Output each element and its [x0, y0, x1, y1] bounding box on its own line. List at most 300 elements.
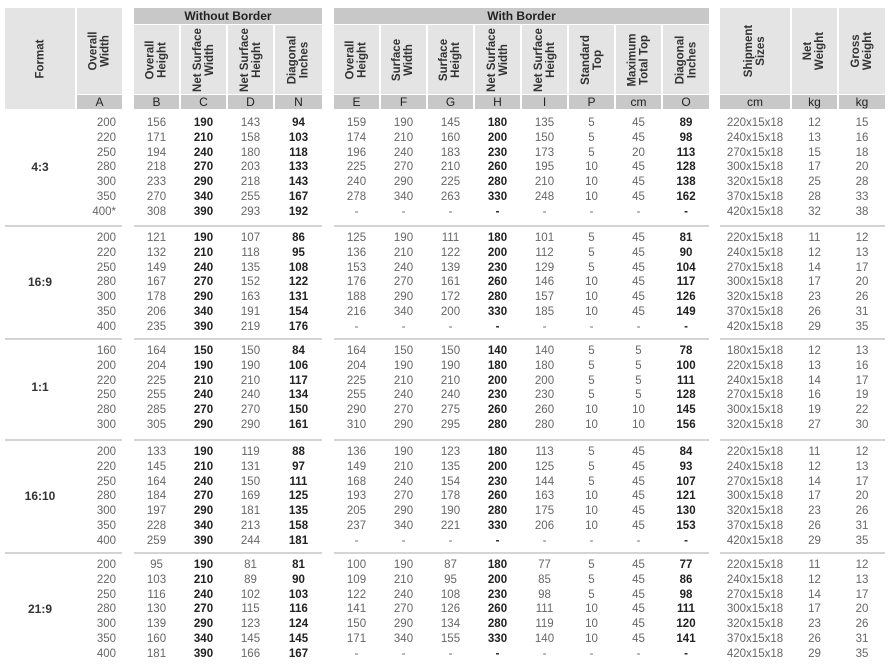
table-cell: 10 — [585, 633, 598, 645]
table-cell: 10 — [585, 404, 598, 417]
table-cell: 5 — [588, 232, 595, 244]
table-cell: 174 — [346, 131, 367, 144]
table-cell: 230 — [534, 389, 555, 402]
group-without-border: Without Border — [134, 8, 322, 24]
table-cell: 270 — [193, 276, 214, 289]
table-cell: 150 — [393, 345, 414, 357]
header-ship-col-1-label: Net Weight — [802, 31, 827, 71]
table-cell: 184 — [146, 490, 167, 503]
table-cell: 117 — [289, 374, 308, 387]
table-cell: 280 — [487, 176, 508, 189]
table-cell: 200 — [96, 232, 116, 244]
table-cell: 180 — [240, 146, 261, 159]
table-cell: 210 — [193, 131, 214, 144]
table-cell: 149 — [676, 306, 696, 318]
table-cell: 16 — [855, 131, 869, 144]
table-cell: 190 — [193, 446, 214, 458]
header-wo-col-2-label: Net Surface Height — [238, 27, 263, 92]
table-cell: 45 — [632, 191, 645, 203]
table-cell: 220 — [96, 460, 116, 473]
group-divider — [334, 439, 709, 441]
table-cell: - — [636, 320, 641, 333]
table-cell: 390 — [193, 534, 214, 547]
table-cell: 240 — [193, 389, 214, 402]
table-cell: 210 — [393, 246, 414, 259]
table-cell: 161 — [440, 276, 461, 289]
table-cell: 178 — [440, 490, 461, 503]
table-cell: 45 — [632, 505, 645, 518]
table-cell: 390 — [193, 320, 214, 333]
table-cell: 420x15x18 — [726, 205, 784, 218]
table-cell: 210 — [240, 374, 261, 387]
table-cell: 210 — [440, 161, 461, 174]
table-cell: 12 — [855, 232, 869, 244]
table-cell: 101 — [534, 232, 555, 244]
table-cell: 400* — [92, 205, 116, 218]
group-divider — [134, 338, 322, 340]
table-cell: 5 — [588, 475, 595, 488]
table-cell: 12 — [808, 345, 821, 357]
table-cell: 29 — [808, 647, 821, 660]
table-cell: 133 — [288, 161, 309, 174]
table-cell: 233 — [146, 176, 167, 189]
table-cell: 280 — [534, 419, 555, 431]
table-cell: - — [636, 647, 641, 660]
table-cell: 270 — [193, 404, 214, 417]
table-cell: - — [401, 647, 406, 660]
table-cell: 10 — [585, 505, 598, 518]
table-cell: 320x15x18 — [726, 618, 784, 631]
table-cell: 150 — [193, 345, 214, 357]
table-cell: 13 — [855, 345, 869, 357]
table-cell: 10 — [585, 490, 598, 503]
table-cell: 29 — [808, 320, 821, 333]
table-cell: 280 — [96, 276, 116, 289]
table-cell: 112 — [535, 246, 554, 259]
table-cell: - — [495, 320, 500, 333]
column-code: O — [663, 95, 709, 109]
column-code: P — [569, 95, 614, 109]
table-cell: 210 — [393, 374, 414, 387]
table-cell: 45 — [632, 490, 645, 503]
table-cell: 111 — [535, 603, 554, 616]
table-cell: - — [589, 205, 594, 218]
table-cell: 188 — [346, 291, 367, 304]
table-cell: 10 — [585, 603, 598, 616]
table-cell: 146 — [534, 276, 555, 289]
table-cell: 225 — [146, 374, 167, 387]
header-wb-col-3 — [475, 25, 520, 94]
table-cell: 244 — [240, 534, 261, 547]
table-cell: 100 — [346, 559, 367, 571]
group-divider — [134, 552, 322, 554]
table-cell: 178 — [146, 291, 167, 304]
table-cell: 160 — [96, 345, 116, 357]
table-cell: 230 — [487, 146, 508, 159]
table-cell: 17 — [855, 261, 869, 274]
table-cell: - — [354, 205, 359, 218]
table-cell: 81 — [292, 559, 305, 571]
table-cell: 150 — [346, 618, 367, 631]
table-cell: 260 — [487, 276, 508, 289]
table-cell: 204 — [346, 359, 367, 372]
table-cell: 190 — [193, 559, 214, 571]
table-cell: 240 — [393, 588, 414, 601]
table-cell: 270 — [193, 603, 214, 616]
table-cell: 5 — [588, 573, 595, 586]
table-cell: 23 — [808, 618, 821, 631]
table-cell: 94 — [292, 117, 305, 129]
table-cell: 134 — [440, 618, 461, 631]
table-cell: - — [448, 647, 453, 660]
group-divider — [334, 225, 709, 227]
table-cell: - — [495, 647, 500, 660]
table-cell: 107 — [240, 232, 261, 244]
table-cell: 98 — [538, 588, 551, 601]
table-cell: 263 — [440, 191, 461, 203]
table-cell: 116 — [147, 588, 166, 601]
table-cell: 119 — [241, 446, 260, 458]
table-cell: 169 — [240, 490, 261, 503]
table-cell: 290 — [193, 419, 214, 431]
table-cell: - — [589, 647, 594, 660]
table-cell: 290 — [193, 291, 214, 304]
table-cell: 107 — [676, 475, 696, 488]
group-divider — [720, 338, 885, 340]
table-cell: 14 — [808, 374, 821, 387]
table-cell: - — [542, 205, 547, 218]
table-cell: 293 — [240, 205, 261, 218]
table-cell: 340 — [193, 633, 214, 645]
table-cell: 200 — [487, 246, 508, 259]
header-format-label: Format — [33, 39, 46, 78]
header-ship-col-0-label: Shipment Sizes — [742, 24, 767, 78]
table-cell: 164 — [346, 345, 367, 357]
table-cell: 109 — [346, 573, 367, 586]
table-cell: 158 — [240, 131, 261, 144]
header-wb-col-6-label: Maximum Total Top — [626, 32, 651, 87]
table-cell: 240x15x18 — [726, 246, 784, 259]
table-cell: 190 — [393, 359, 414, 372]
table-cell: 390 — [193, 647, 214, 660]
table-cell: 420x15x18 — [726, 320, 784, 333]
table-cell: 20 — [855, 490, 869, 503]
table-cell: 121 — [146, 232, 167, 244]
table-cell: 210 — [193, 374, 214, 387]
table-cell: 111 — [441, 232, 460, 244]
table-cell: 240 — [393, 389, 414, 402]
table-cell: 131 — [288, 291, 309, 304]
table-cell: 260 — [487, 603, 508, 616]
header-wb-col-3-label: Net Surface Width — [485, 27, 510, 92]
table-cell: 28 — [808, 191, 821, 203]
table-cell: 154 — [288, 306, 309, 318]
table-cell: 150 — [240, 475, 261, 488]
table-cell: 133 — [146, 446, 167, 458]
table-cell: 155 — [440, 633, 461, 645]
table-cell: 45 — [632, 520, 645, 532]
table-cell: 295 — [440, 419, 461, 431]
table-cell: 200 — [487, 573, 508, 586]
table-cell: 156 — [146, 117, 167, 129]
header-wo-col-3-label: Diagonal Inches — [286, 35, 311, 84]
table-cell: 38 — [855, 205, 869, 218]
table-cell: 145 — [146, 460, 167, 473]
table-cell: 138 — [676, 176, 696, 189]
table-cell: 156 — [676, 419, 696, 431]
table-cell: 17 — [808, 490, 821, 503]
table-cell: 10 — [585, 291, 598, 304]
table-cell: 26 — [808, 633, 821, 645]
group-divider — [5, 439, 122, 441]
table-cell: 308 — [146, 205, 167, 218]
table-cell: 290 — [393, 176, 414, 189]
table-cell: 5 — [588, 345, 595, 357]
table-cell: 45 — [632, 306, 645, 318]
header-wb-col-2-label: Surface Height — [438, 38, 463, 81]
table-cell: 285 — [146, 404, 167, 417]
table-cell: 28 — [855, 176, 869, 189]
table-cell: 27 — [808, 419, 821, 431]
table-cell: 125 — [346, 232, 367, 244]
table-cell: 95 — [292, 246, 305, 259]
table-cell: 108 — [288, 261, 309, 274]
table-cell: 140 — [534, 633, 555, 645]
table-cell: 220x15x18 — [726, 117, 784, 129]
table-cell: 150 — [440, 345, 461, 357]
table-cell: 118 — [241, 246, 260, 259]
table-cell: 270x15x18 — [726, 261, 784, 274]
table-cell: 260 — [487, 161, 508, 174]
table-cell: 26 — [808, 520, 821, 532]
table-cell: 160 — [146, 633, 167, 645]
table-cell: 280 — [487, 618, 508, 631]
table-cell: 117 — [676, 276, 696, 289]
table-cell: 280 — [96, 161, 116, 174]
table-cell: 90 — [292, 573, 305, 586]
table-cell: 90 — [679, 246, 693, 259]
table-cell: 180 — [487, 446, 508, 458]
table-cell: 98 — [679, 588, 693, 601]
table-cell: 300 — [96, 291, 116, 304]
table-cell: 210 — [193, 246, 214, 259]
table-cell: 26 — [855, 618, 869, 631]
column-code: H — [475, 95, 520, 109]
table-cell: - — [542, 320, 547, 333]
table-cell: 220 — [96, 131, 116, 144]
table-cell: 45 — [632, 559, 645, 571]
table-cell: 270 — [193, 490, 214, 503]
table-cell: 95 — [444, 573, 457, 586]
table-cell: 370x15x18 — [726, 191, 784, 203]
table-cell: 240x15x18 — [726, 573, 784, 586]
table-cell: 149 — [146, 261, 167, 274]
table-cell: 128 — [676, 389, 696, 402]
table-cell: 10 — [632, 419, 645, 431]
table-cell: 300x15x18 — [726, 276, 784, 289]
table-cell: 86 — [292, 232, 305, 244]
table-cell: 168 — [346, 475, 367, 488]
table-cell: - — [354, 647, 359, 660]
table-cell: - — [401, 205, 406, 218]
table-cell: 219 — [240, 320, 261, 333]
table-cell: 193 — [346, 490, 367, 503]
table-cell: 250 — [96, 261, 116, 274]
table-cell: 97 — [292, 460, 305, 473]
table-cell: 5 — [588, 359, 595, 372]
table-cell: 135 — [534, 117, 555, 129]
table-cell: 132 — [146, 246, 167, 259]
table-cell: 149 — [346, 460, 367, 473]
table-cell: 181 — [288, 534, 309, 547]
table-cell: 270x15x18 — [726, 475, 784, 488]
table-cell: 240 — [240, 389, 261, 402]
table-cell: 12 — [855, 559, 869, 571]
table-cell: 190 — [193, 359, 214, 372]
table-cell: 200 — [96, 117, 116, 129]
table-cell: 180 — [487, 359, 508, 372]
table-cell: 150 — [288, 404, 309, 417]
format-label: 21:9 — [27, 601, 53, 616]
table-cell: 240 — [393, 146, 414, 159]
table-cell: 270 — [240, 404, 261, 417]
table-cell: 135 — [240, 261, 261, 274]
table-cell: 280 — [96, 603, 116, 616]
table-cell: 78 — [679, 345, 693, 357]
table-cell: 175 — [534, 505, 555, 518]
table-cell: 278 — [346, 191, 367, 203]
table-cell: 183 — [440, 146, 461, 159]
table-cell: 200 — [534, 374, 555, 387]
table-cell: 250 — [96, 146, 116, 159]
table-cell: 120 — [676, 618, 696, 631]
table-cell: 270x15x18 — [726, 588, 784, 601]
table-cell: 5 — [635, 374, 642, 387]
table-cell: 290 — [393, 618, 414, 631]
table-cell: 350 — [96, 191, 116, 203]
header-overall-width — [77, 8, 122, 94]
table-cell: 225 — [440, 176, 461, 189]
header-wb-col-4 — [522, 25, 567, 94]
table-cell: 89 — [244, 573, 257, 586]
table-cell: 259 — [146, 534, 167, 547]
table-cell: 196 — [346, 146, 367, 159]
table-cell: 45 — [632, 618, 645, 631]
table-cell: 225 — [346, 374, 367, 387]
table-cell: - — [354, 534, 359, 547]
table-cell: 23 — [808, 505, 821, 518]
table-cell: 190 — [393, 559, 414, 571]
table-cell: 12 — [808, 117, 821, 129]
table-cell: 167 — [288, 647, 309, 660]
table-cell: 240 — [393, 475, 414, 488]
table-cell: 111 — [289, 475, 308, 488]
table-cell: 16 — [855, 359, 869, 372]
table-cell: 145 — [240, 633, 261, 645]
table-cell: 157 — [534, 291, 555, 304]
table-cell: 5 — [588, 389, 595, 402]
table-cell: 45 — [632, 161, 645, 174]
table-cell: 126 — [676, 291, 696, 304]
header-wo-col-2 — [228, 25, 273, 94]
header-wb-col-5-label: Standard Top — [579, 34, 604, 85]
table-cell: - — [401, 320, 406, 333]
table-cell: 10 — [585, 520, 598, 532]
table-cell: 340 — [193, 520, 214, 532]
table-cell: 154 — [440, 475, 461, 488]
column-code: N — [275, 95, 322, 109]
table-cell: 210 — [393, 460, 414, 473]
table-cell: 300x15x18 — [726, 404, 784, 417]
table-cell: 85 — [538, 573, 551, 586]
table-cell: 26 — [855, 291, 869, 304]
table-cell: - — [684, 647, 688, 660]
table-cell: 167 — [288, 191, 309, 203]
table-cell: - — [542, 534, 547, 547]
table-cell: 5 — [588, 460, 595, 473]
table-cell: 240 — [193, 475, 214, 488]
column-code: cm — [616, 95, 661, 109]
table-cell: 32 — [808, 205, 821, 218]
table-cell: 240 — [193, 146, 214, 159]
table-cell: 10 — [585, 191, 598, 203]
group-divider — [5, 225, 122, 227]
table-cell: 5 — [588, 588, 595, 601]
table-cell: 25 — [808, 176, 821, 189]
table-cell: 220 — [96, 246, 116, 259]
table-cell: 200 — [440, 306, 461, 318]
table-cell: 12 — [855, 446, 869, 458]
table-cell: 12 — [808, 460, 821, 473]
column-code: E — [334, 95, 379, 109]
table-cell: 5 — [588, 117, 595, 129]
table-cell: - — [684, 205, 688, 218]
table-cell: 280 — [96, 404, 116, 417]
table-cell: 124 — [288, 618, 309, 631]
table-cell: 5 — [588, 146, 595, 159]
table-cell: 13 — [855, 573, 869, 586]
table-cell: 35 — [855, 320, 869, 333]
table-cell: 230 — [487, 475, 508, 488]
table-cell: 150 — [534, 131, 555, 144]
table-cell: 300x15x18 — [726, 161, 784, 174]
table-cell: 250 — [96, 389, 116, 402]
table-cell: 210 — [193, 460, 214, 473]
table-cell: - — [495, 205, 500, 218]
table-cell: 190 — [393, 232, 414, 244]
group-divider — [720, 225, 885, 227]
table-cell: 350 — [96, 633, 116, 645]
table-cell: 370x15x18 — [726, 633, 784, 645]
table-cell: 320x15x18 — [726, 419, 784, 431]
group-divider — [334, 338, 709, 340]
column-code: cm — [720, 95, 790, 109]
table-cell: 45 — [632, 633, 645, 645]
table-cell: 185 — [534, 306, 555, 318]
table-cell: 230 — [487, 588, 508, 601]
column-code: kg — [839, 95, 885, 109]
table-cell: 290 — [393, 505, 414, 518]
header-wb-col-6 — [616, 25, 661, 94]
table-cell: 130 — [676, 505, 696, 518]
table-cell: 330 — [487, 633, 508, 645]
table-cell: 305 — [146, 419, 167, 431]
table-cell: 190 — [193, 117, 214, 129]
header-wo-col-0-label: Overall Height — [144, 40, 169, 79]
table-cell: 218 — [146, 161, 167, 174]
table-cell: 35 — [855, 534, 869, 547]
table-cell: 260 — [487, 404, 508, 417]
